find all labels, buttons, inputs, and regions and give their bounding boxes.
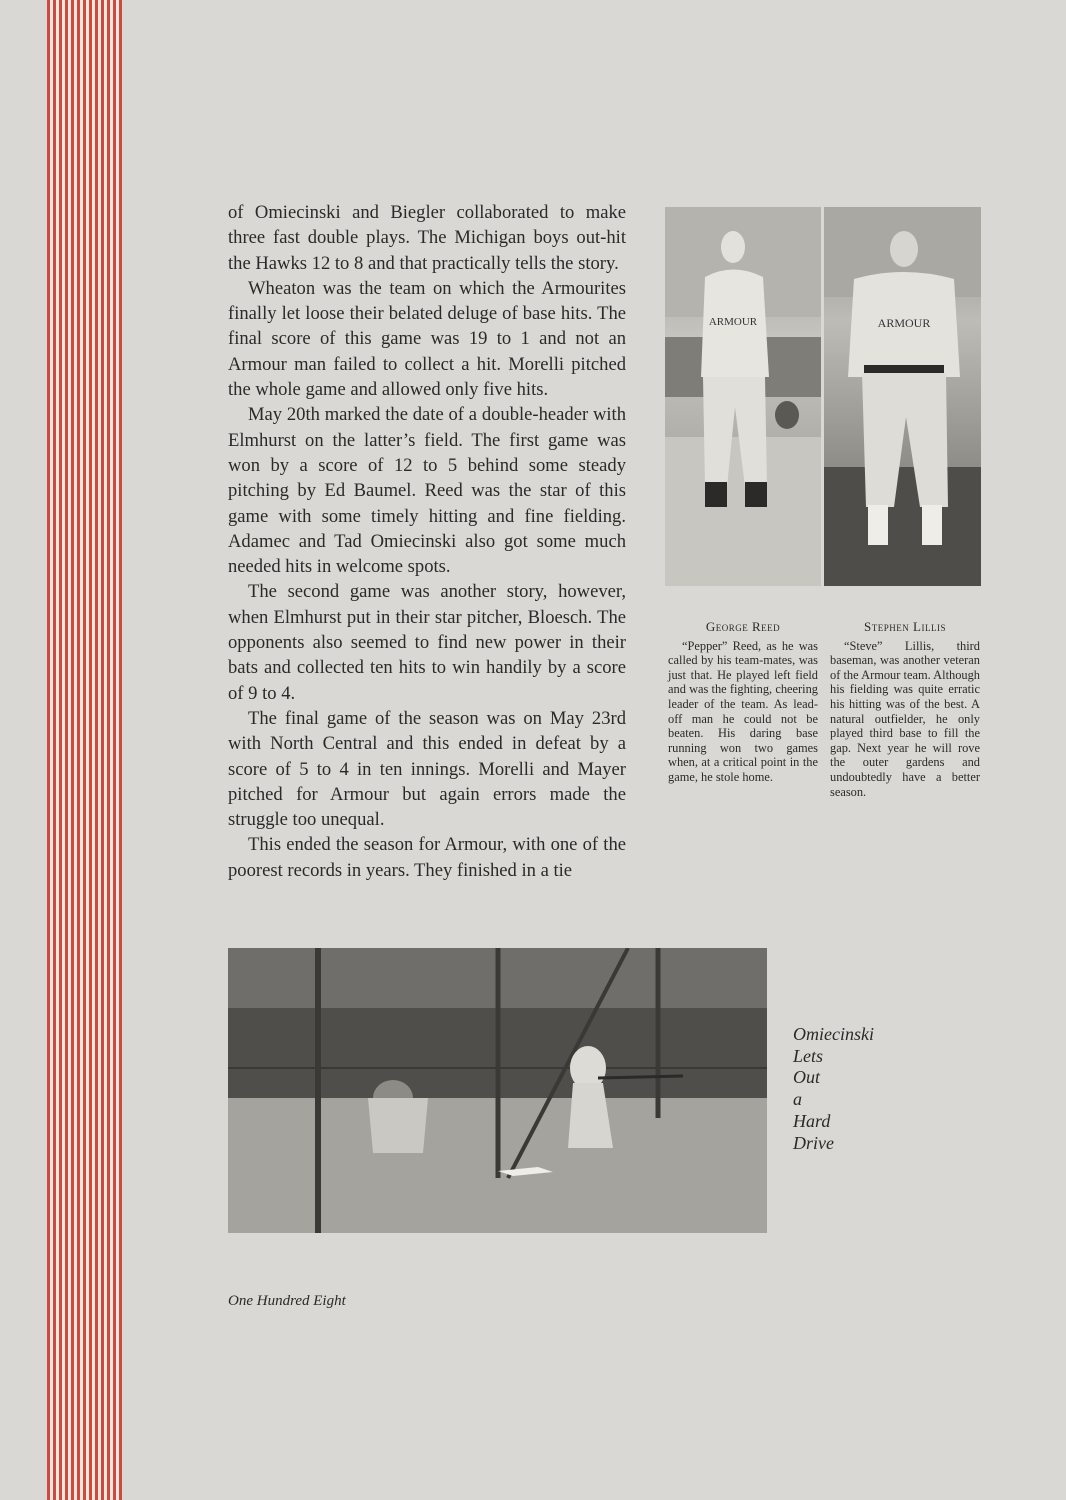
caption-stephen-lillis <box>830 620 980 799</box>
caption-line: Omiecinski <box>793 1024 874 1044</box>
article-paragraph: The second game was another story, however, when Elmhurst put in their star pitcher, Bloesch. The opponents also seemed to find new power in their bats and collected ten hits to win handily by a score of 9 to 4. <box>228 581 626 704</box>
caption-name: George Reed <box>705 619 781 634</box>
photo-batter-at-plate <box>228 948 767 1233</box>
article-paragraph: This ended the season for Armour, with one of the poorest records in years. They finished in a tie <box>228 834 626 881</box>
article-paragraph: May 20th marked the date of a double-header with Elmhurst on the latter’s field. The first game was won by a score of 12 to 5 behind some steady pitching by Ed Baumel. Reed was the star of this game with some timely hitting and fine fielding. Adamec and Tad Omiecinski also got some much needed hits in welcome spots. <box>228 404 626 578</box>
caption-line: a <box>793 1089 802 1110</box>
caption-line: Out <box>793 1067 820 1088</box>
caption-line: Drive <box>793 1132 834 1153</box>
action-photo-caption <box>793 1024 943 1154</box>
caption-name: Stephen Lillis <box>864 619 946 634</box>
caption-george-reed <box>668 620 818 785</box>
decorative-red-stripes <box>47 0 122 1500</box>
caption-body: “Pepper” Reed, as he was called by his team-mates, was just that. He played left field and was the fighting, cheering leader of the team. As lead-off man he could not be beaten. His daring base running won two games when, at a critical point in the game, he stole home. <box>668 638 818 784</box>
uniform-lettering: ARMOUR <box>877 316 931 330</box>
article-body <box>228 200 626 883</box>
article-paragraph: The final game of the season was on May 23rd with North Central and this ended in defeat by a score of 5 to 4 in ten innings. Morelli and Mayer pitched for Armour but again errors made the struggle too unequal. <box>228 707 626 831</box>
uniform-lettering: ARMOUR <box>708 316 758 328</box>
article-paragraph: Wheaton was the team on which the Armourites finally let loose their belated deluge of base hits. The final score of this game was 19 to 1 and not an Armour man failed to collect a hit. Morelli pitched the whole game and allowed only five hits. <box>228 277 626 401</box>
page-number: One Hundred Eight <box>228 1293 346 1309</box>
caption-body: “Steve” Lillis, third baseman, was another veteran of the Armour team. Although his fielding was quite erratic his hitting was of the best. A natural outfielder, he only played third base to fill the gap. Next year he will rove the outer gardens and undoubtedly have a better season. <box>830 638 980 799</box>
article-paragraph: of Omiecinski and Biegler collaborated to make three fast double plays. The Michigan boys out-hit the Hawks 12 to 8 and that practically tells the story. <box>228 202 626 274</box>
photo-george-reed <box>665 207 821 586</box>
photo-stephen-lillis <box>824 207 981 586</box>
caption-line: Hard <box>793 1110 831 1131</box>
caption-line: Lets <box>793 1045 824 1066</box>
